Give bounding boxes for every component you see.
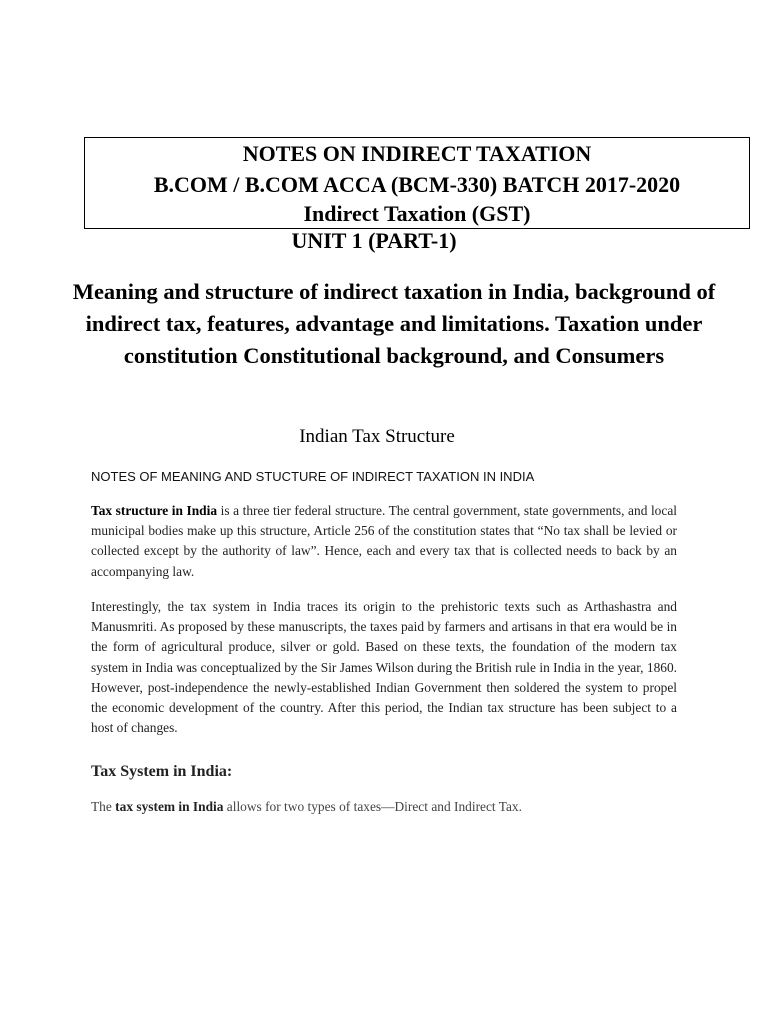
paragraph-history: Interestingly, the tax system in India traces its origin to the prehistoric texts such as Arthashastra and Manusmriti. As proposed by these manuscripts, the taxes paid by farmers and artisans in that era would be in the form of agricultural produce, silver or gold. Based on these texts, the foundation of the modern tax system in India was conceptualized by the Sir James Wilson during the British rule in India in the year, 1860. However, post-independence the newly-established Indian Government then soldered the system to propel the economic development of the country. After this period, the Indian tax structure has been subject to a host of changes. bbox=[91, 599, 677, 736]
notes-heading: NOTES OF MEANING AND STUCTURE OF INDIRECT TAXATION IN INDIA bbox=[91, 469, 535, 484]
paragraph-text-before: The bbox=[91, 799, 116, 814]
sub-heading: Indian Tax Structure bbox=[299, 426, 455, 447]
main-heading: Meaning and structure of indirect taxation in India, background of indirect tax, features, advantage and limitations. Taxation under constitution Constitutional background, and Consumers bbox=[72, 279, 716, 368]
paragraph-lead: Tax structure in India bbox=[91, 503, 218, 518]
paragraph-tax-structure bbox=[91, 501, 677, 582]
course-batch-line: B.COM / B.COM ACCA (BCM-330) BATCH 2017-2020 bbox=[153, 172, 681, 197]
paragraph-tax-types bbox=[91, 797, 691, 817]
paragraph-text: is a three tier federal structure. The central government, state governments, and local municipal bodies make up this structure, Article 256 of the constitution states that “No tax shall be levied or collected except by the authority of law”. Hence, each and every tax that is collected needs to back by an accompanying law. bbox=[91, 503, 677, 579]
paragraph-bold: tax system in India bbox=[115, 799, 224, 814]
unit-heading: UNIT 1 (PART-1) bbox=[291, 228, 457, 253]
notes-title: NOTES ON INDIRECT TAXATION bbox=[242, 141, 592, 166]
paragraph-text-after: allows for two types of taxes—Direct and Indirect Tax. bbox=[223, 799, 522, 814]
section-heading: Tax System in India: bbox=[91, 763, 233, 780]
subject-line: Indirect Taxation (GST) bbox=[303, 201, 531, 226]
